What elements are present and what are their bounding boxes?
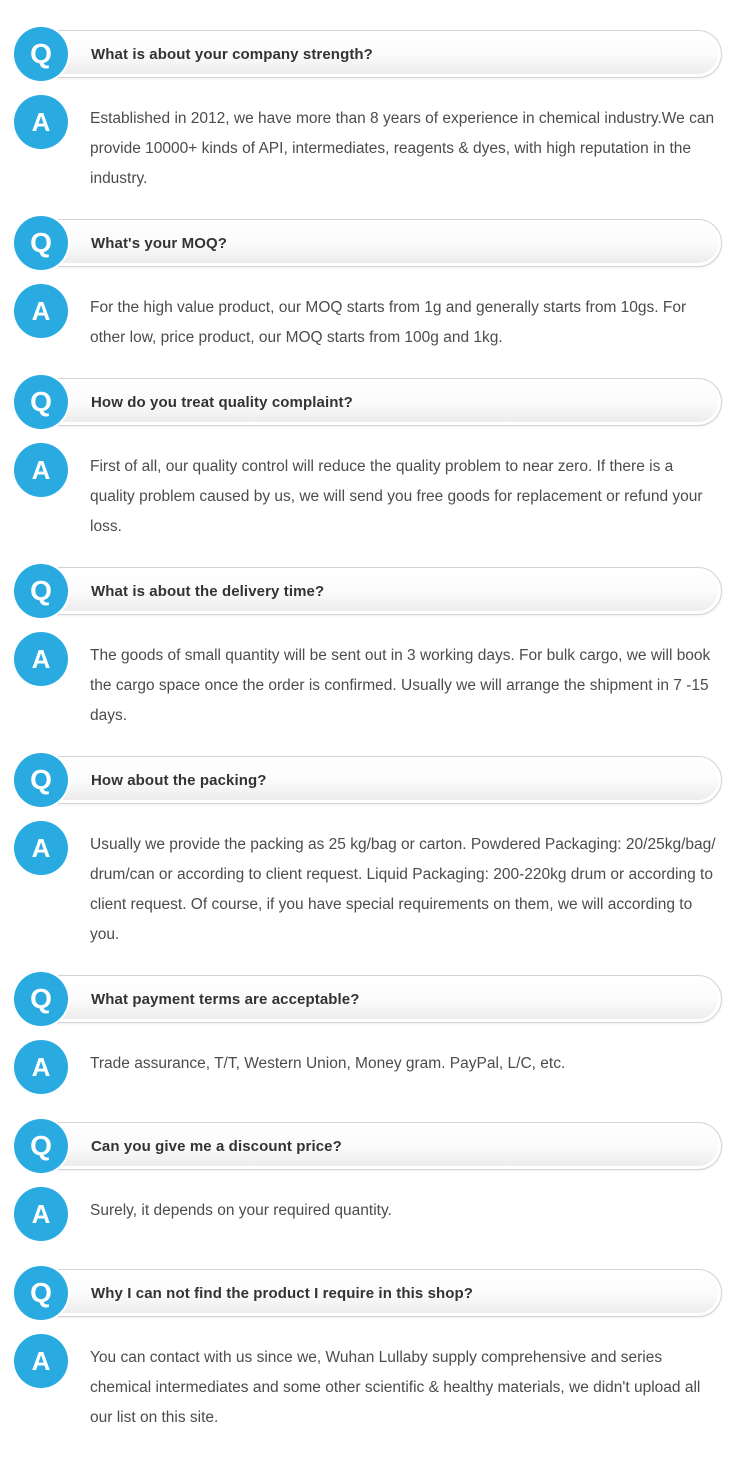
q-badge — [14, 753, 68, 807]
question-pill — [36, 567, 722, 615]
q-badge-letter: Q — [30, 1277, 52, 1308]
a-badge-letter: A — [31, 832, 51, 863]
a-badge — [14, 1040, 68, 1094]
answer-row — [31, 1049, 720, 1097]
faq-page — [0, 30, 750, 1433]
answer-text: Usually we provide the packing as 25 kg/bag or carton. Powdered Packaging: 20/25kg/bag/ drum/can or according to client request. Liquid Packaging: 200-220kg drum or according to client request. Of course, if you have special requirements on them, we will according to you. — [90, 836, 716, 943]
question-pill — [36, 975, 722, 1023]
faq-section — [0, 975, 750, 1097]
a-badge-letter: A — [31, 106, 51, 137]
question-row — [30, 975, 722, 1023]
a-badge-letter: A — [31, 643, 51, 674]
q-badge-letter: Q — [30, 764, 52, 795]
question-row — [30, 1269, 722, 1317]
question-text: Can you give me a discount price? — [91, 1137, 342, 1155]
answer-row — [31, 104, 720, 194]
q-badge-letter: Q — [30, 1130, 52, 1161]
question-pill — [36, 1122, 722, 1170]
a-badge-letter: A — [31, 1051, 51, 1082]
a-badge — [14, 821, 68, 875]
q-badge — [14, 564, 68, 618]
q-badge — [14, 1266, 68, 1320]
answer-row — [31, 452, 720, 542]
a-badge — [14, 95, 68, 149]
q-badge — [14, 1119, 68, 1173]
answer-row — [31, 830, 720, 950]
question-text: What payment terms are acceptable? — [91, 990, 360, 1008]
question-row — [30, 219, 722, 267]
question-row — [30, 567, 722, 615]
question-pill — [36, 219, 722, 267]
question-text: Why I can not find the product I require in this shop? — [91, 1284, 474, 1302]
a-badge — [14, 443, 68, 497]
question-text: How about the packing? — [91, 771, 267, 789]
question-text: What is about the delivery time? — [91, 582, 325, 600]
a-badge — [14, 1187, 68, 1241]
question-text: What is about your company strength? — [91, 45, 373, 63]
answer-text: For the high value product, our MOQ starts from 1g and generally starts from 10gs. For other low, price product, our MOQ starts from 100g and 1kg. — [90, 299, 687, 346]
a-badge-letter: A — [31, 454, 51, 485]
question-text: What's your MOQ? — [91, 234, 227, 252]
q-badge — [14, 972, 68, 1026]
answer-text: Established in 2012, we have more than 8 years of experience in chemical industry.We can provide 10000+ kinds of API, intermediates, reagents & dyes, with high reputation in the industry. — [90, 110, 715, 187]
faq-section — [0, 378, 750, 542]
q-badge-letter: Q — [30, 983, 52, 1014]
answer-text: Surely, it depends on your required quantity. — [90, 1202, 392, 1219]
q-badge-letter: Q — [30, 575, 52, 606]
answer-text: You can contact with us since we, Wuhan Lullaby supply comprehensive and series chemical intermediates and some other scientific & healthy materials, we didn't upload all our list on this site. — [90, 1349, 701, 1426]
a-badge-letter: A — [31, 1345, 51, 1376]
answer-text: Trade assurance, T/T, Western Union, Money gram. PayPal, L/C, etc. — [90, 1055, 566, 1072]
question-row — [30, 378, 722, 426]
question-pill — [36, 756, 722, 804]
q-badge — [14, 216, 68, 270]
faq-section — [0, 756, 750, 950]
a-badge — [14, 284, 68, 338]
faq-section — [0, 1269, 750, 1433]
answer-row — [31, 641, 720, 731]
faq-section — [0, 30, 750, 194]
question-row — [30, 30, 722, 78]
answer-row — [31, 293, 720, 353]
question-text: How do you treat quality complaint? — [91, 393, 353, 411]
a-badge-letter: A — [31, 1198, 51, 1229]
question-row — [30, 1122, 722, 1170]
answer-text: First of all, our quality control will reduce the quality problem to near zero. If there is a quality problem caused by us, we will send you free goods for replacement or refund your loss. — [90, 458, 703, 535]
q-badge-letter: Q — [30, 38, 52, 69]
question-pill — [36, 1269, 722, 1317]
faq-section — [0, 567, 750, 731]
question-pill — [36, 378, 722, 426]
faq-section — [0, 1122, 750, 1244]
q-badge — [14, 27, 68, 81]
answer-row — [31, 1196, 720, 1244]
question-pill — [36, 30, 722, 78]
a-badge — [14, 632, 68, 686]
q-badge-letter: Q — [30, 227, 52, 258]
a-badge — [14, 1334, 68, 1388]
question-row — [30, 756, 722, 804]
answer-row — [31, 1343, 720, 1433]
q-badge-letter: Q — [30, 386, 52, 417]
a-badge-letter: A — [31, 295, 51, 326]
q-badge — [14, 375, 68, 429]
answer-text: The goods of small quantity will be sent out in 3 working days. For bulk cargo, we will book the cargo space once the order is confirmed. Usually we will arrange the shipment in 7 -15 days. — [90, 647, 711, 724]
faq-section — [0, 219, 750, 353]
